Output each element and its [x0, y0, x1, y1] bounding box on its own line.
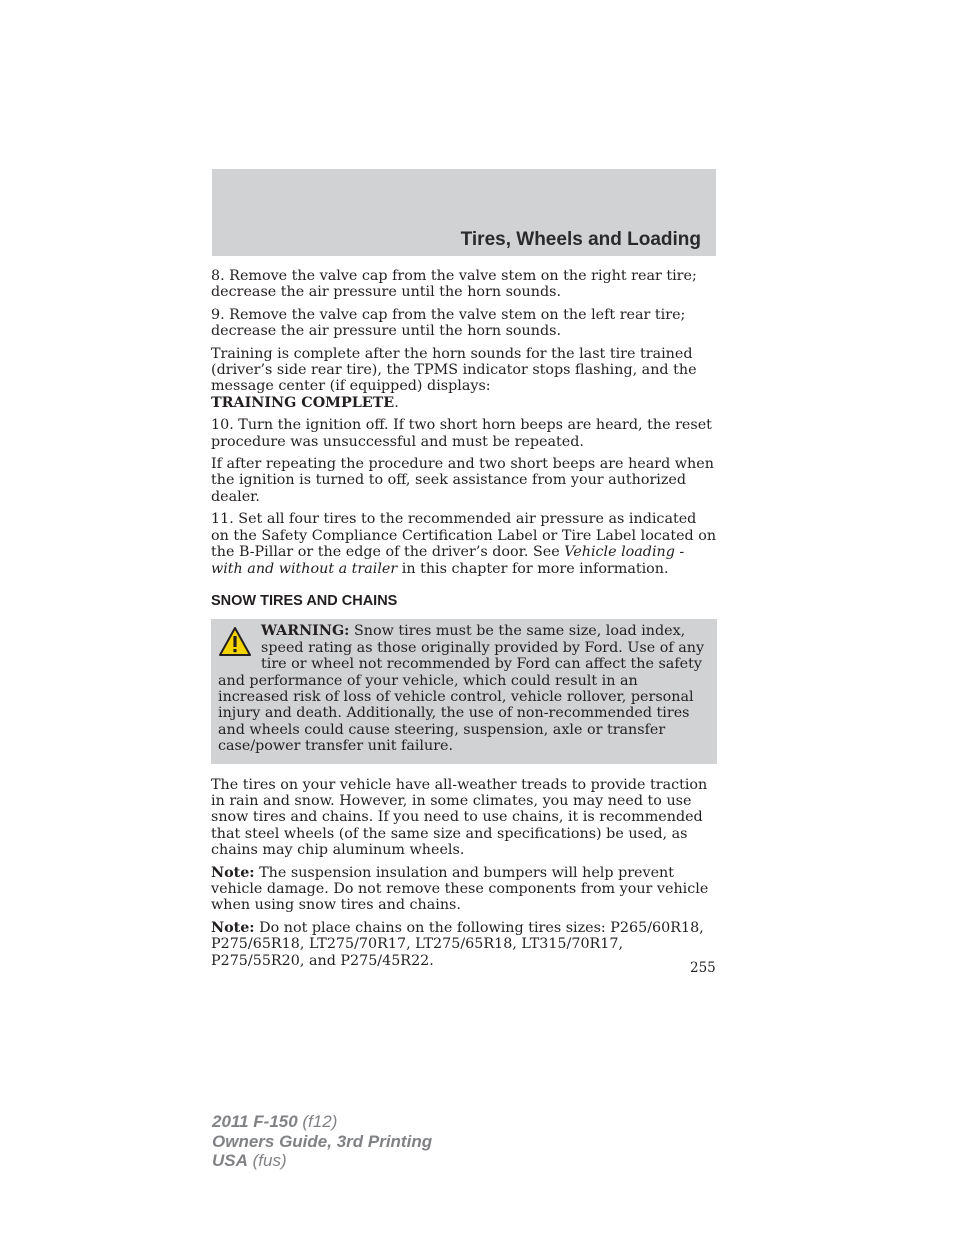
warning-triangle-icon: [218, 626, 252, 658]
footer-line-3: [212, 1151, 432, 1171]
footer-model-code: (f12): [297, 1112, 338, 1131]
warning-box: [211, 619, 717, 763]
footer-model: 2011 F-150: [212, 1112, 298, 1131]
note-1-label: Note:: [211, 864, 255, 881]
footer-market-code: (fus): [247, 1151, 287, 1170]
warning-text: Snow tires must be the same size, load index, speed rating as those originally provided by Ford. Use of any tire or wheel not recommended by Ford can affect the safety and performance of your vehicle, which could result in an increased risk of loss of vehicle control, vehicle rollover, personal injury and death. Additionally, the use of non-recommended tires and wheels could cause steering, suspension, axle or transfer case/power transfer unit failure.: [218, 623, 705, 755]
vehicle-loading-reference: Vehicle loading - with and without a trailer: [211, 544, 685, 577]
section-header: [212, 169, 716, 256]
footer: [212, 1112, 432, 1171]
note-2: [211, 920, 717, 969]
section-title: Tires, Wheels and Loading: [460, 229, 701, 250]
note-2-label: Note:: [211, 919, 255, 936]
snow-section-heading: SNOW TIRES AND CHAINS: [211, 592, 398, 609]
training-period: .: [394, 394, 399, 411]
note-2-text: Do not place chains on the following tires sizes: P265/60R18, P275/65R18, LT275/70R17, LT275/65R18, LT315/70R17, P275/55R20, and P275/45R22.: [211, 919, 704, 969]
warning-label: WARNING:: [261, 623, 350, 640]
step-11: [211, 511, 717, 577]
step-8: 8. Remove the valve cap from the valve stem on the right rear tire; decrease the air pressure until the horn sounds.: [211, 268, 697, 301]
step-11-text-b: in this chapter for more information.: [397, 560, 669, 577]
footer-line-1: [212, 1112, 432, 1132]
page-number: 255: [690, 960, 716, 976]
note-1-text: The suspension insulation and bumpers will help prevent vehicle damage. Do not remove these components from your vehicle when using snow tires and chains.: [211, 864, 709, 914]
training-paragraph: [211, 346, 717, 412]
note-1: [211, 865, 717, 914]
step-9: 9. Remove the valve cap from the valve stem on the left rear tire; decrease the air pressure until the horn sounds.: [211, 306, 686, 340]
footer-market: USA: [212, 1151, 248, 1170]
training-text: Training is complete after the horn sounds for the last tire trained (driver’s side rear tire), the TPMS indicator stops flashing, and the message center (if equipped) displays:: [211, 345, 697, 395]
step-10: 10. Turn the ignition off. If two short horn beeps are heard, the reset procedure was unsuccessful and must be repeated.: [211, 417, 712, 450]
main-content: [211, 268, 717, 975]
footer-line-2: Owners Guide, 3rd Printing: [212, 1131, 433, 1151]
training-message: TRAINING COMPLETE: [211, 394, 395, 411]
snow-paragraph-1: The tires on your vehicle have all-weather treads to provide traction in rain and snow. However, in some climates, you may need to use snow tires and chains. If you need to use chains, it is recommended that steel wheels (of the same size and specifications) be used, as chains may chip aluminum wheels.: [211, 776, 708, 859]
step-11-text-a: 11. Set all four tires to the recommended air pressure as indicated on the Safety Compliance Certification Label or Tire Label located on the B-Pillar or the edge of the driver’s door. See: [211, 511, 717, 561]
repeat-paragraph: If after repeating the procedure and two short beeps are heard when the ignition is turned to off, seek assistance from your authorized dealer.: [211, 456, 714, 505]
